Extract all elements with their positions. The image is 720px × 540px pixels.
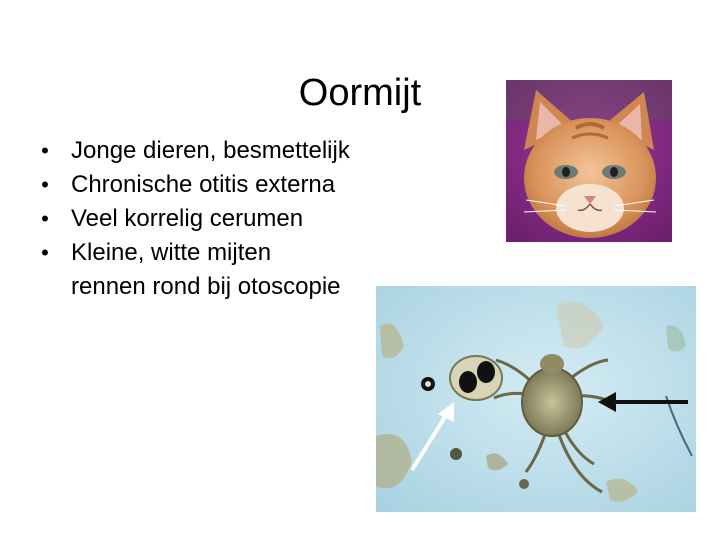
bullet-item xyxy=(38,236,418,304)
bullet-text: Veel korrelig cerumen xyxy=(71,205,304,232)
kitten-photo xyxy=(506,80,672,242)
bullet-item xyxy=(38,168,418,202)
bullet-text: Chronische otitis externa xyxy=(71,171,336,198)
bullet-icon: • xyxy=(41,206,49,231)
bullet-icon: • xyxy=(41,138,49,163)
kitten-illustration xyxy=(506,80,672,242)
bullet-text: Jonge dieren, besmettelijk xyxy=(71,137,350,164)
bullet-item xyxy=(38,202,418,236)
bullet-icon: • xyxy=(41,172,49,197)
bullet-list xyxy=(38,134,418,304)
bullet-text: Kleine, witte mijten rennen rond bij otoscopie xyxy=(71,239,341,300)
bullet-item xyxy=(38,134,418,168)
slide-title: Oormijt xyxy=(298,72,422,115)
mite-illustration xyxy=(376,286,696,512)
bullet-icon: • xyxy=(41,240,49,265)
ear-mite-microscopy-photo xyxy=(376,286,696,512)
